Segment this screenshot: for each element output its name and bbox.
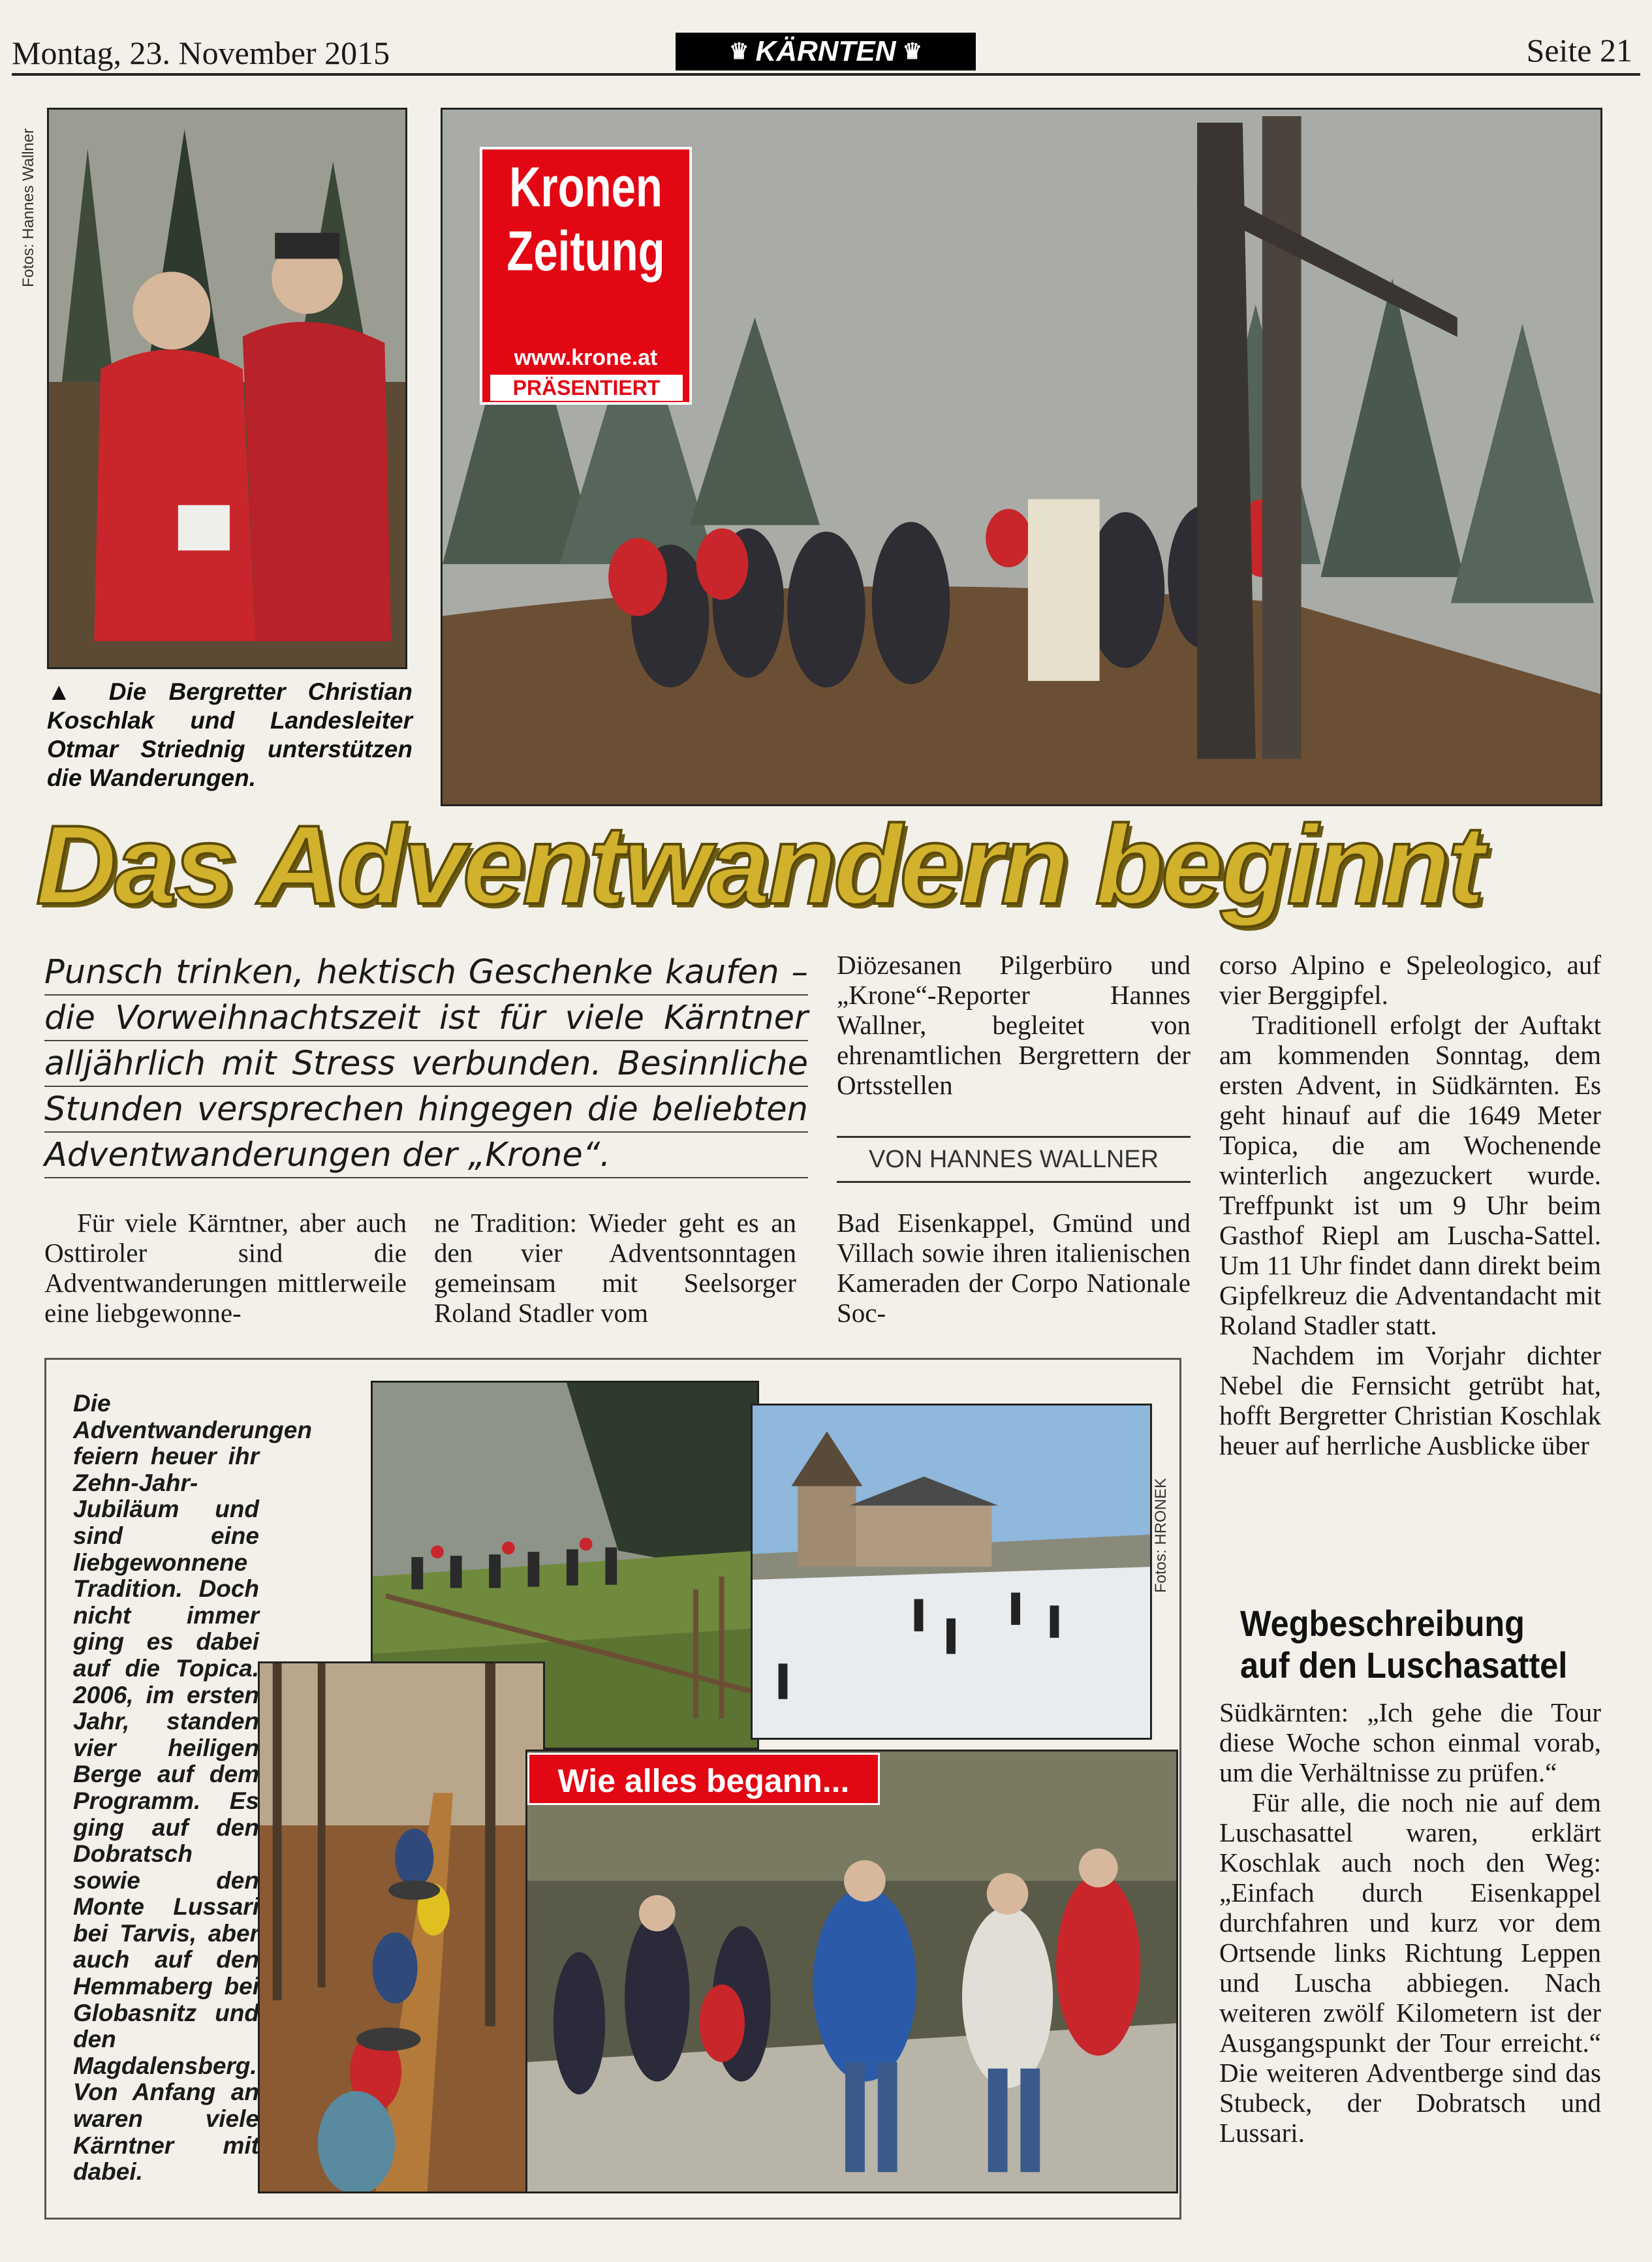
body-column-1 xyxy=(44,1208,407,1328)
history-box-text: Die Adventwanderungen feiern heuer ihr Zehn-Jahr-Jubiläum und sind eine liebgewonnene Tradition. Doch nicht immer ging es dabei auf die Topica. 2006, im ersten Jahr, standen vier heiligen Berge auf dem Programm. Es ging auf den Dobratsch sowie den Monte Lussari bei Tarvis, aber auch auf den Hemmaberg bei Globasnitz und den Magdalensberg. Von Anfang an waren viele Kärntner mit dabei. xyxy=(73,1390,312,2186)
photo-forest-trail xyxy=(258,1661,545,2193)
body-column-3-top xyxy=(837,950,1191,1100)
history-label: Wie alles begann... xyxy=(527,1753,880,1805)
section-title: KÄRNTEN xyxy=(755,35,896,67)
headline: Das Adventwandern beginnt xyxy=(36,802,1482,928)
body-paragraph: Für alle, die noch nie auf dem Luschasattel waren, erklärt Koschlak auch noch den Weg: „Einfach durch Eisenkappel durchfahren und kurz vor dem Ortsende links Richtung Leppen und Luscha abbiegen. Nach weiteren zwölf Kilometern ist der Ausgangspunkt der Tour erreicht.“ Die weiteren Adventberge sind das Stubeck, der Dobratsch und Lussari. xyxy=(1219,1787,1601,2148)
photo-mountain-rescuers xyxy=(47,108,407,669)
body-paragraph: ne Tradition: Wieder geht es an den vier Adventsonntagen gemeinsam mit Seelsorger Roland Stadler vom xyxy=(434,1208,796,1328)
section-banner xyxy=(676,33,976,71)
header-date: Montag, 23. November 2015 xyxy=(12,35,390,71)
page-number: Seite 21 xyxy=(1526,32,1632,69)
body-paragraph: Nachdem im Vorjahr dichter Nebel die Fernsicht getrübt hat, hofft Bergretter Christian Koschlak heuer auf herrliche Ausblicke über xyxy=(1219,1340,1601,1460)
body-paragraph: Südkärnten: „Ich gehe die Tour diese Woche schon einmal vorab, um die Verhältnisse zu prüfen.“ xyxy=(1219,1697,1601,1787)
logo-line-1: Kronen xyxy=(509,156,662,219)
photo-first-hike-group xyxy=(525,1750,1178,2193)
body-column-2 xyxy=(434,1208,796,1328)
body-paragraph: Diözesanen Pilgerbüro und „Krone“-Reporter Hannes Wallner, begleitet von ehrenamtlichen Bergrettern der Ortsstellen xyxy=(837,950,1191,1100)
body-column-4-bottom xyxy=(1219,1697,1601,2148)
photo-chapel-snow xyxy=(751,1404,1152,1740)
photo-caption: ▲ Die Bergretter Christian Koschlak und Landesleiter Otmar Striednig unterstützen die Wanderungen. xyxy=(47,678,413,791)
crown-icon: ♛ xyxy=(728,39,749,64)
photo-credit: Fotos: HRONEK xyxy=(1152,1477,1170,1593)
body-paragraph: Traditionell erfolgt der Auftakt am kommenden Sonntag, dem ersten Advent, in Südkärnten. Es geht hinauf auf die 1649 Meter Topica, die am Wochenende winterlich angezuckert wurde. Treffpunkt ist um 9 Uhr beim Gasthof Riepl am Luscha-Sattel. Um 11 Uhr findet dann direkt beim Gipfelkreuz die Adventandacht mit Roland Stadler statt. xyxy=(1219,1010,1601,1340)
crown-icon: ♛ xyxy=(902,39,923,64)
intro-lead: Punsch trinken, hektisch Geschenke kaufen – die Vorweihnachtszeit ist für viele Kärntner alljährlich mit Stress verbunden. Besinnliche Stunden versprechen hingegen die beliebten Adventwanderungen der „Krone“. xyxy=(44,953,808,1174)
byline: VON HANNES WALLNER xyxy=(837,1136,1191,1183)
header-divider xyxy=(12,73,1640,76)
logo-tag: PRÄSENTIERT xyxy=(490,375,683,401)
logo-line-2: Zeitung xyxy=(507,220,665,283)
logo-url: www.krone.at xyxy=(514,345,658,370)
body-paragraph: Bad Eisenkappel, Gmünd und Villach sowie ihren italienischen Kameraden der Corpo Nationale Soc- xyxy=(837,1208,1191,1328)
body-column-3-bottom xyxy=(837,1208,1191,1328)
body-paragraph: corso Alpino e Speleologico, auf vier Berggipfel. xyxy=(1219,950,1601,1010)
body-column-4 xyxy=(1219,950,1601,1460)
body-paragraph: Für viele Kärntner, aber auch Osttiroler sind die Adventwanderungen mittlerweile eine liebgewonne- xyxy=(44,1208,407,1328)
kronen-zeitung-logo xyxy=(480,147,692,405)
subheading: Wegbeschreibung auf den Luschasattel xyxy=(1240,1603,1568,1686)
photo-credit: Fotos: Hannes Wallner xyxy=(20,128,37,287)
